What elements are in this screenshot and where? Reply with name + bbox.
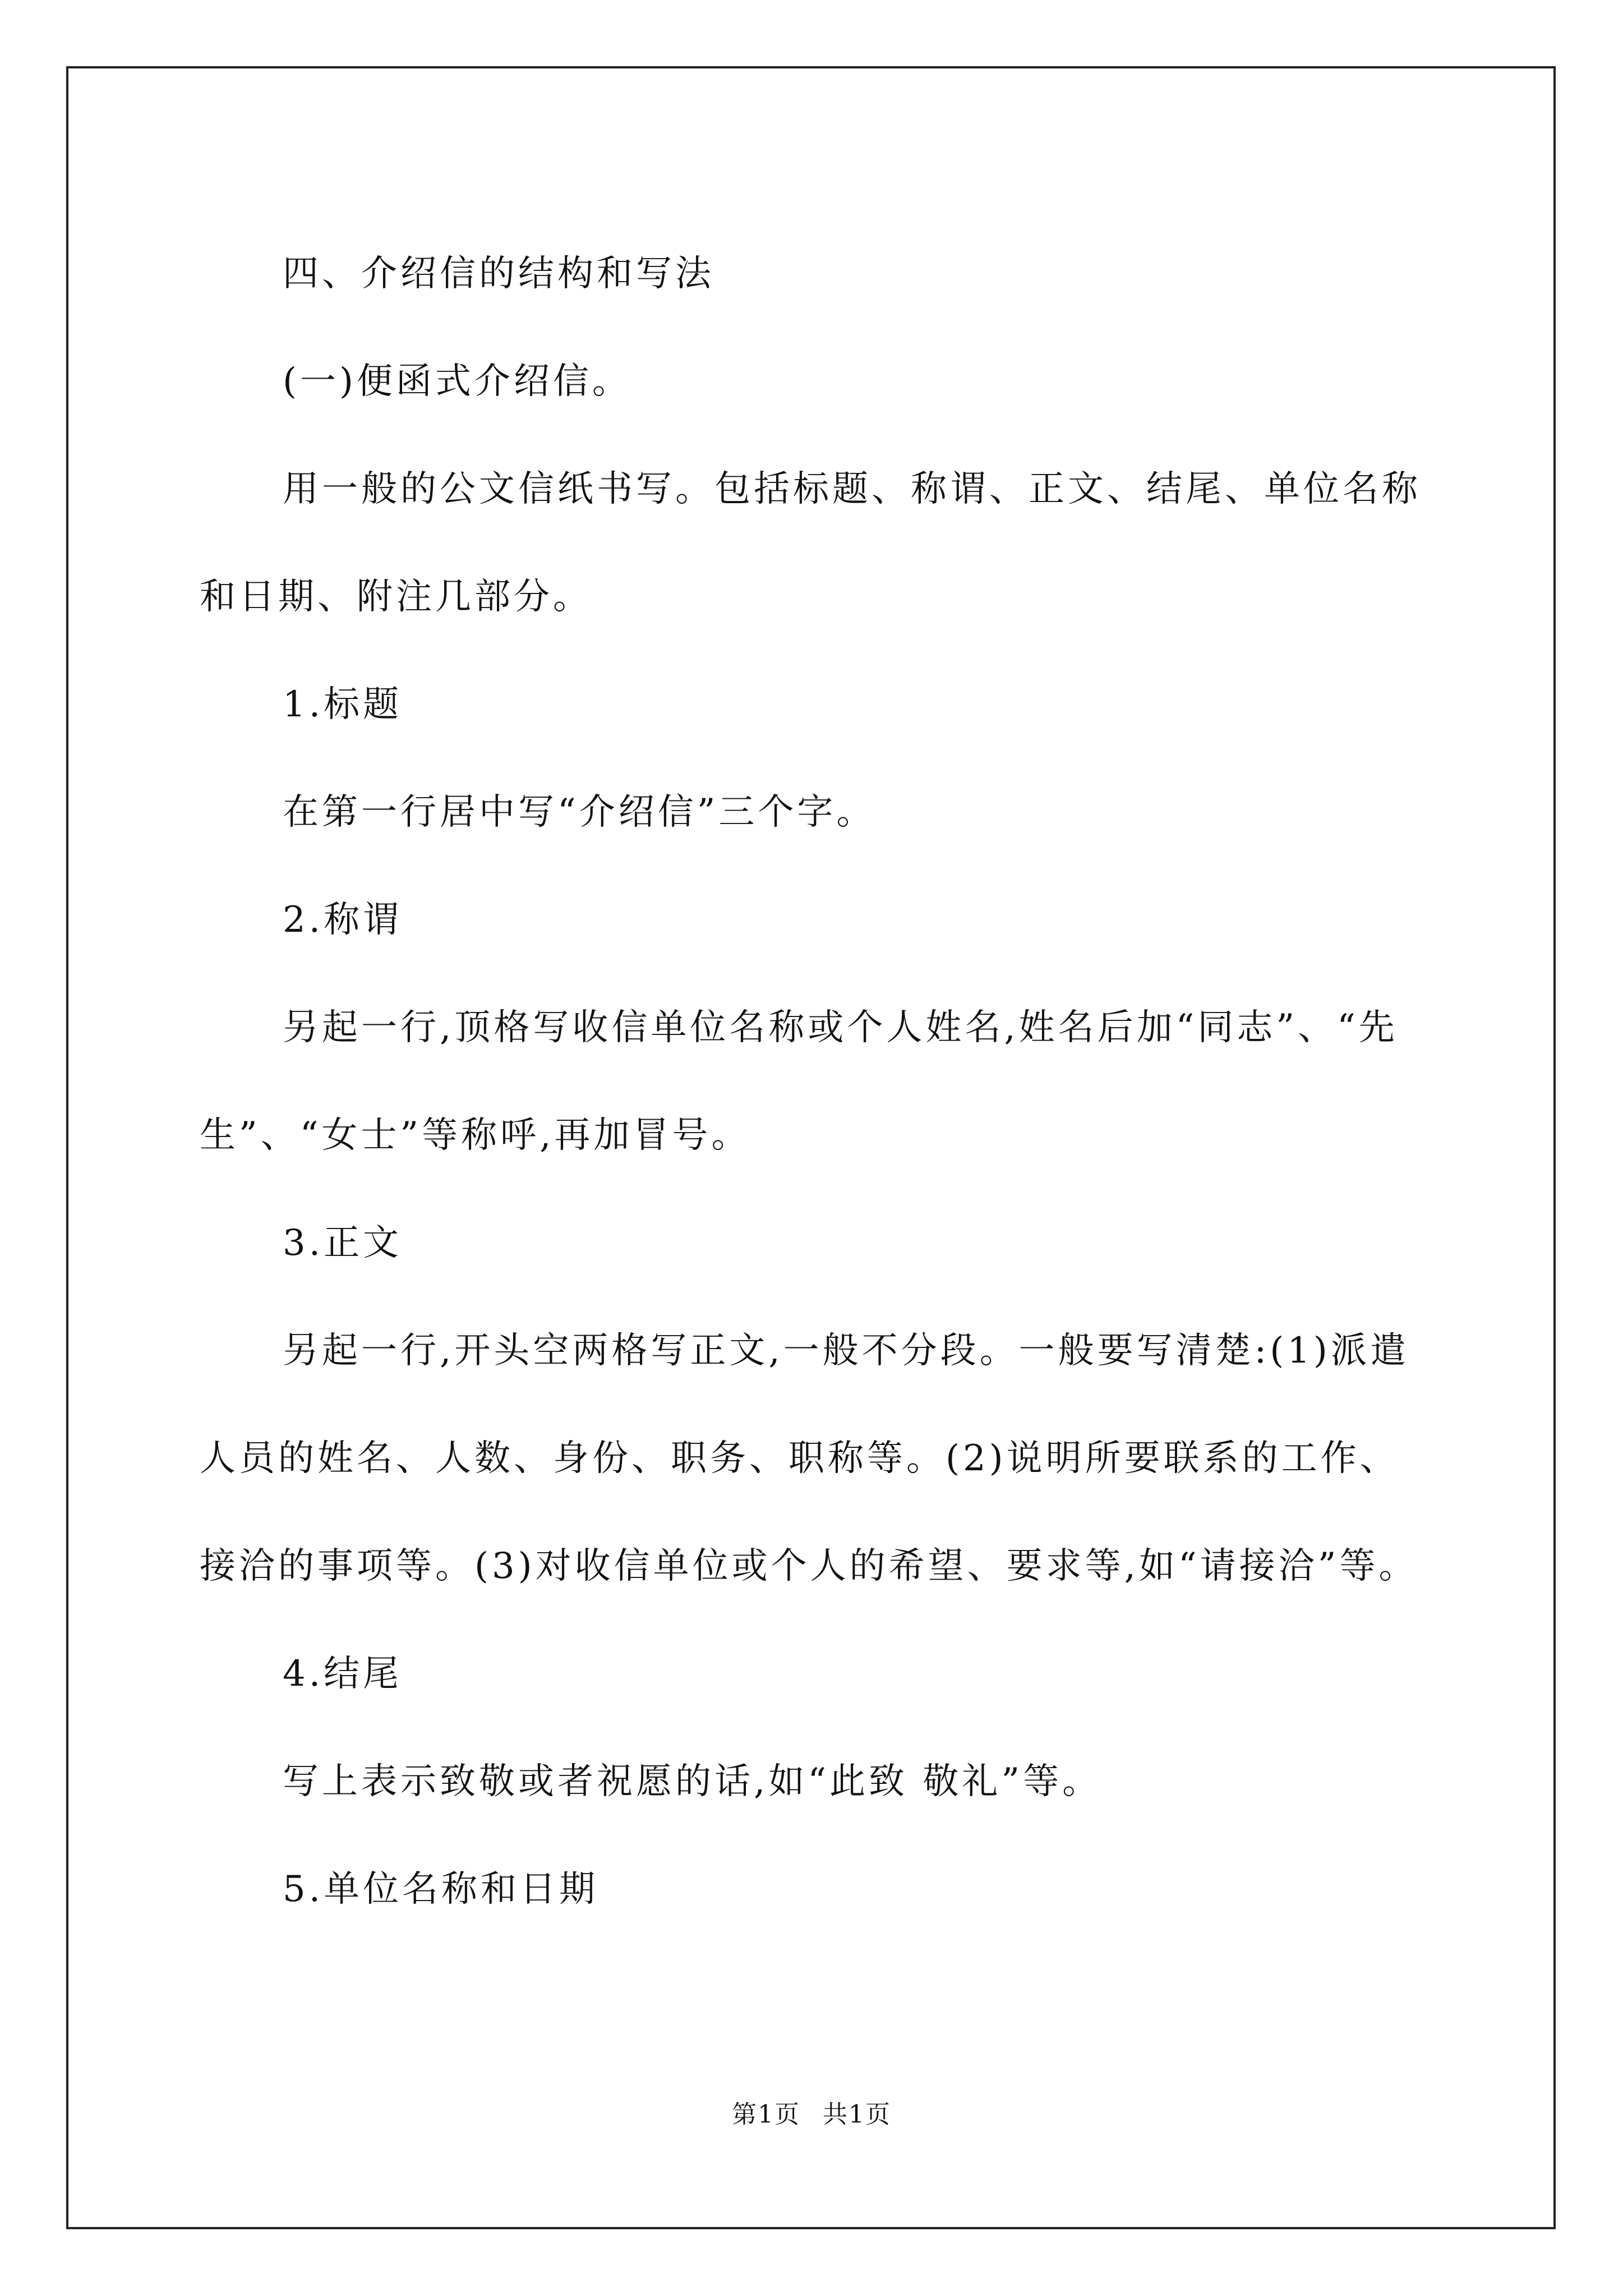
paragraph-overview: 用一般的公文信纸书写。包括标题、称谓、正文、结尾、单位名称和日期、附注几部分。: [200, 468, 1421, 618]
paragraph-body: 另起一行,开头空两格写正文,一般不分段。一般要写清楚:(1)派遣人员的姓名、人数、身份、职务、职称等。(2)说明所要联系的工作、接洽的事项等。(3)对收信单位或个人的希望、要求等,如“请接洽”等。: [200, 1330, 1418, 1587]
item-heading-unit-date: 5.单位名称和日期: [283, 1869, 599, 1910]
subsection-heading: (一)便函式介绍信。: [283, 361, 631, 402]
paragraph-closing: 写上表示致敬或者祝愿的话,如“此致 敬礼”等。: [283, 1761, 1102, 1802]
paragraph-salutation: 另起一行,顶格写收信单位名称或个人姓名,姓名后加“同志”、“先生”、“女士”等称呼,再加冒号。: [200, 1007, 1398, 1156]
item-heading-title: 1.标题: [283, 684, 403, 725]
page-number: 第1页: [732, 2100, 800, 2129]
item-heading-closing: 4.结尾: [283, 1653, 403, 1695]
section-heading: 四、介绍信的结构和写法: [283, 253, 714, 295]
item-heading-salutation: 2.称谓: [283, 899, 403, 941]
page-footer: [0, 2098, 1623, 2132]
document-body: [200, 220, 1433, 1943]
item-heading-body: 3.正文: [283, 1222, 403, 1264]
page-total: 共1页: [823, 2100, 891, 2129]
paragraph-title: 在第一行居中写“介绍信”三个字。: [283, 792, 876, 833]
